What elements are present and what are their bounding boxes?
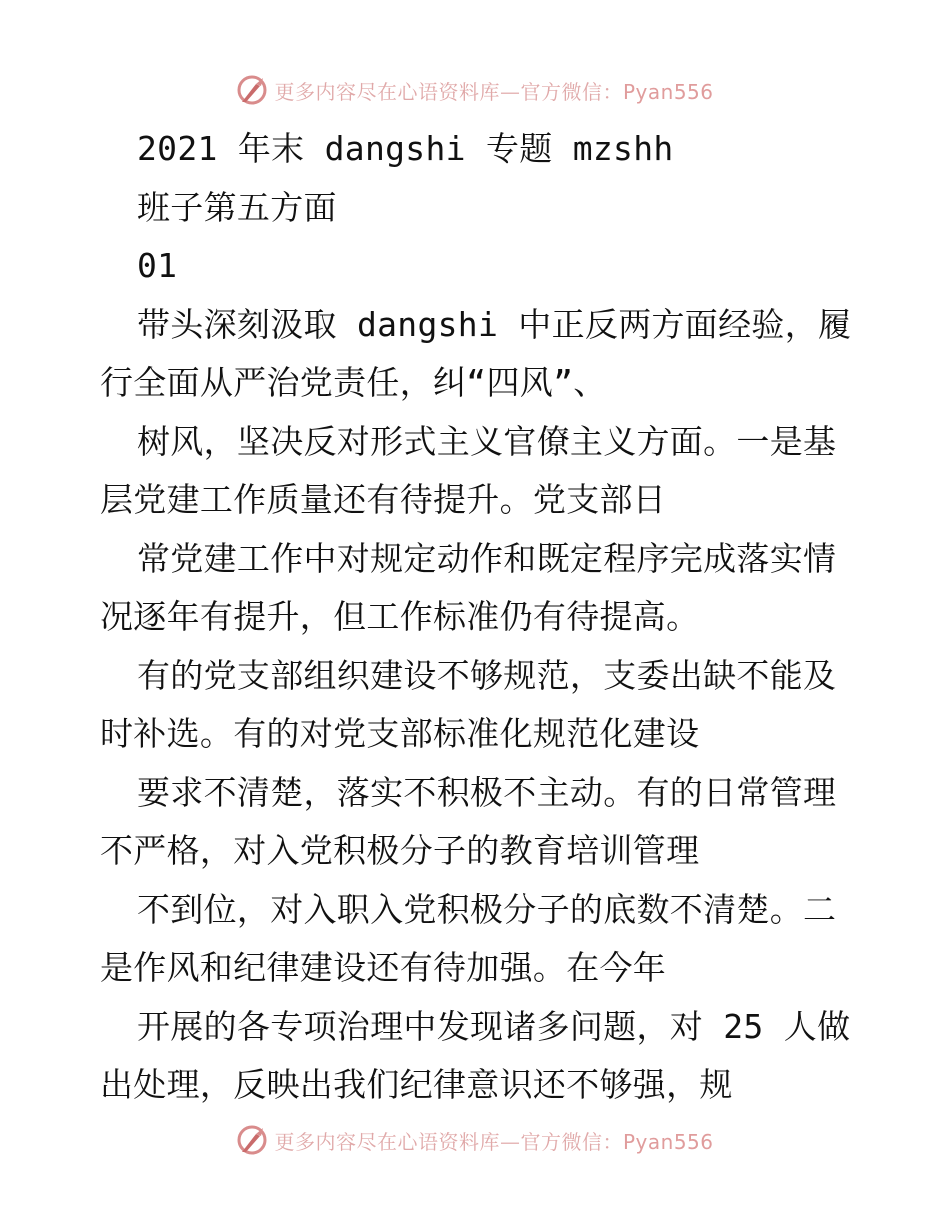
watermark-separator: — [499, 1129, 521, 1154]
watermark-brand: 更多内容尽在心语资料库 [274, 79, 500, 104]
watermark-text [274, 76, 713, 105]
document-body [100, 120, 860, 1115]
quill-pen-circle-icon [236, 74, 268, 106]
paragraph-line: 不到位，对入职入党积极分子的底数不清楚。二 [137, 889, 837, 929]
watermark-wechat-id: Pyan556 [622, 1129, 714, 1154]
doc-title: 2021 年末 dangshi 专题 mzshh [137, 129, 674, 168]
watermark-wechat-label: 官方微信： [520, 1129, 623, 1154]
footer-watermark [0, 1120, 950, 1160]
section-number: 01 [137, 246, 178, 285]
watermark-text [274, 1126, 713, 1155]
paragraph-line: 时补选。有的对党支部标准化规范化建设 [100, 714, 700, 753]
watermark-separator: — [499, 79, 521, 104]
doc-subtitle: 班子第五方面 [137, 187, 337, 227]
paragraph-line: 常党建工作中对规定动作和既定程序完成落实情 [137, 538, 837, 578]
paragraph-line: 层党建工作质量还有待提升。党支部日 [100, 480, 667, 519]
quill-pen-circle-icon [236, 1124, 268, 1156]
paragraph-line: 有的党支部组织建设不够规范，支委出缺不能及 [137, 655, 837, 695]
paragraph-line: 带头深刻汲取 dangshi 中正反两方面经验，履 [137, 304, 852, 344]
paragraph-line: 是作风和纪律建设还有待加强。在今年 [100, 948, 667, 987]
paragraph-line: 开展的各专项治理中发现诸多问题，对 25 人做 [137, 1006, 851, 1046]
watermark-wechat-id: Pyan556 [622, 79, 714, 104]
watermark-brand: 更多内容尽在心语资料库 [274, 1129, 500, 1154]
paragraph-line: 树风，坚决反对形式主义官僚主义方面。一是基 [137, 421, 837, 461]
paragraph-line: 不严格，对入党积极分子的教育培训管理 [100, 831, 700, 870]
header-watermark [0, 70, 950, 110]
paragraph-line: 行全面从严治党责任，纠“四风”、 [100, 363, 607, 402]
paragraph-line: 要求不清楚，落实不积极不主动。有的日常管理 [137, 772, 837, 812]
watermark-wechat-label: 官方微信： [520, 79, 623, 104]
paragraph-line: 况逐年有提升，但工作标准仍有待提高。 [100, 597, 700, 636]
paragraph-line: 出处理，反映出我们纪律意识还不够强，规 [100, 1065, 733, 1104]
